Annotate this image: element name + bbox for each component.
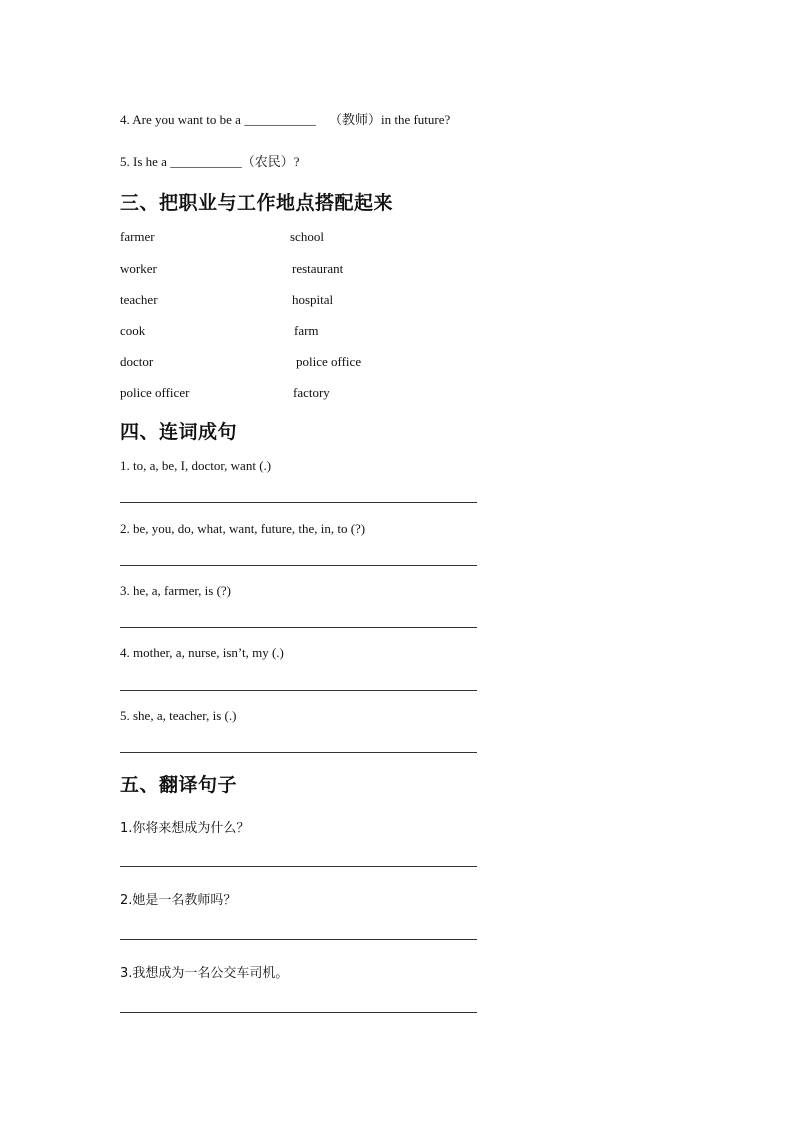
- answer-line[interactable]: [120, 1012, 477, 1013]
- job-item[interactable]: cook: [120, 323, 146, 338]
- chinese-hint: （教师）: [328, 113, 381, 128]
- question-text-end: ?: [293, 154, 300, 169]
- chinese-hint: （农民）: [241, 155, 294, 170]
- section-5-title: 五、翻译句子: [120, 774, 238, 796]
- translation-question: 3.我想成为一名公交车司机。: [120, 966, 289, 981]
- answer-blank[interactable]: ___________: [244, 112, 316, 127]
- word-order-question: 3. he, a, farmer, is (?): [120, 583, 232, 598]
- translation-question: 1.你将来想成为什么？: [120, 821, 250, 836]
- answer-line[interactable]: [120, 690, 477, 691]
- answer-line[interactable]: [120, 502, 477, 503]
- answer-line[interactable]: [120, 565, 477, 566]
- place-item[interactable]: school: [290, 229, 324, 244]
- question-text: 5. Is he a: [120, 154, 171, 169]
- place-item[interactable]: hospital: [292, 292, 334, 307]
- fill-question-4: [120, 109, 450, 128]
- translation-question: 2.她是一名教师吗？: [120, 893, 237, 908]
- word-order-question: 1. to, a, be, I, doctor, want (.): [120, 458, 272, 473]
- place-item[interactable]: factory: [293, 385, 330, 400]
- answer-line[interactable]: [120, 866, 477, 867]
- section-4-title: 四、连词成句: [120, 421, 238, 443]
- word-order-question: 5. she, a, teacher, is (.): [120, 708, 237, 723]
- job-item[interactable]: farmer: [120, 229, 155, 244]
- answer-blank[interactable]: ___________: [170, 154, 242, 169]
- fill-question-5: [120, 151, 299, 170]
- job-item[interactable]: worker: [120, 261, 157, 276]
- job-item[interactable]: teacher: [120, 292, 158, 307]
- answer-line[interactable]: [120, 939, 477, 940]
- section-3-title: 三、把职业与工作地点搭配起来: [120, 192, 394, 214]
- answer-line[interactable]: [120, 752, 477, 753]
- answer-line[interactable]: [120, 627, 477, 628]
- question-text-end: in the future?: [380, 112, 451, 127]
- place-item[interactable]: restaurant: [292, 261, 344, 276]
- place-item[interactable]: farm: [294, 323, 319, 338]
- job-item[interactable]: doctor: [120, 354, 154, 369]
- question-text: 4. Are you want to be a: [120, 112, 245, 127]
- place-item[interactable]: police office: [296, 354, 362, 369]
- word-order-question: 2. be, you, do, what, want, future, the, in, to (?): [120, 521, 366, 536]
- word-order-question: 4. mother, a, nurse, isn’t, my (.): [120, 645, 284, 660]
- job-item[interactable]: police officer: [120, 385, 190, 400]
